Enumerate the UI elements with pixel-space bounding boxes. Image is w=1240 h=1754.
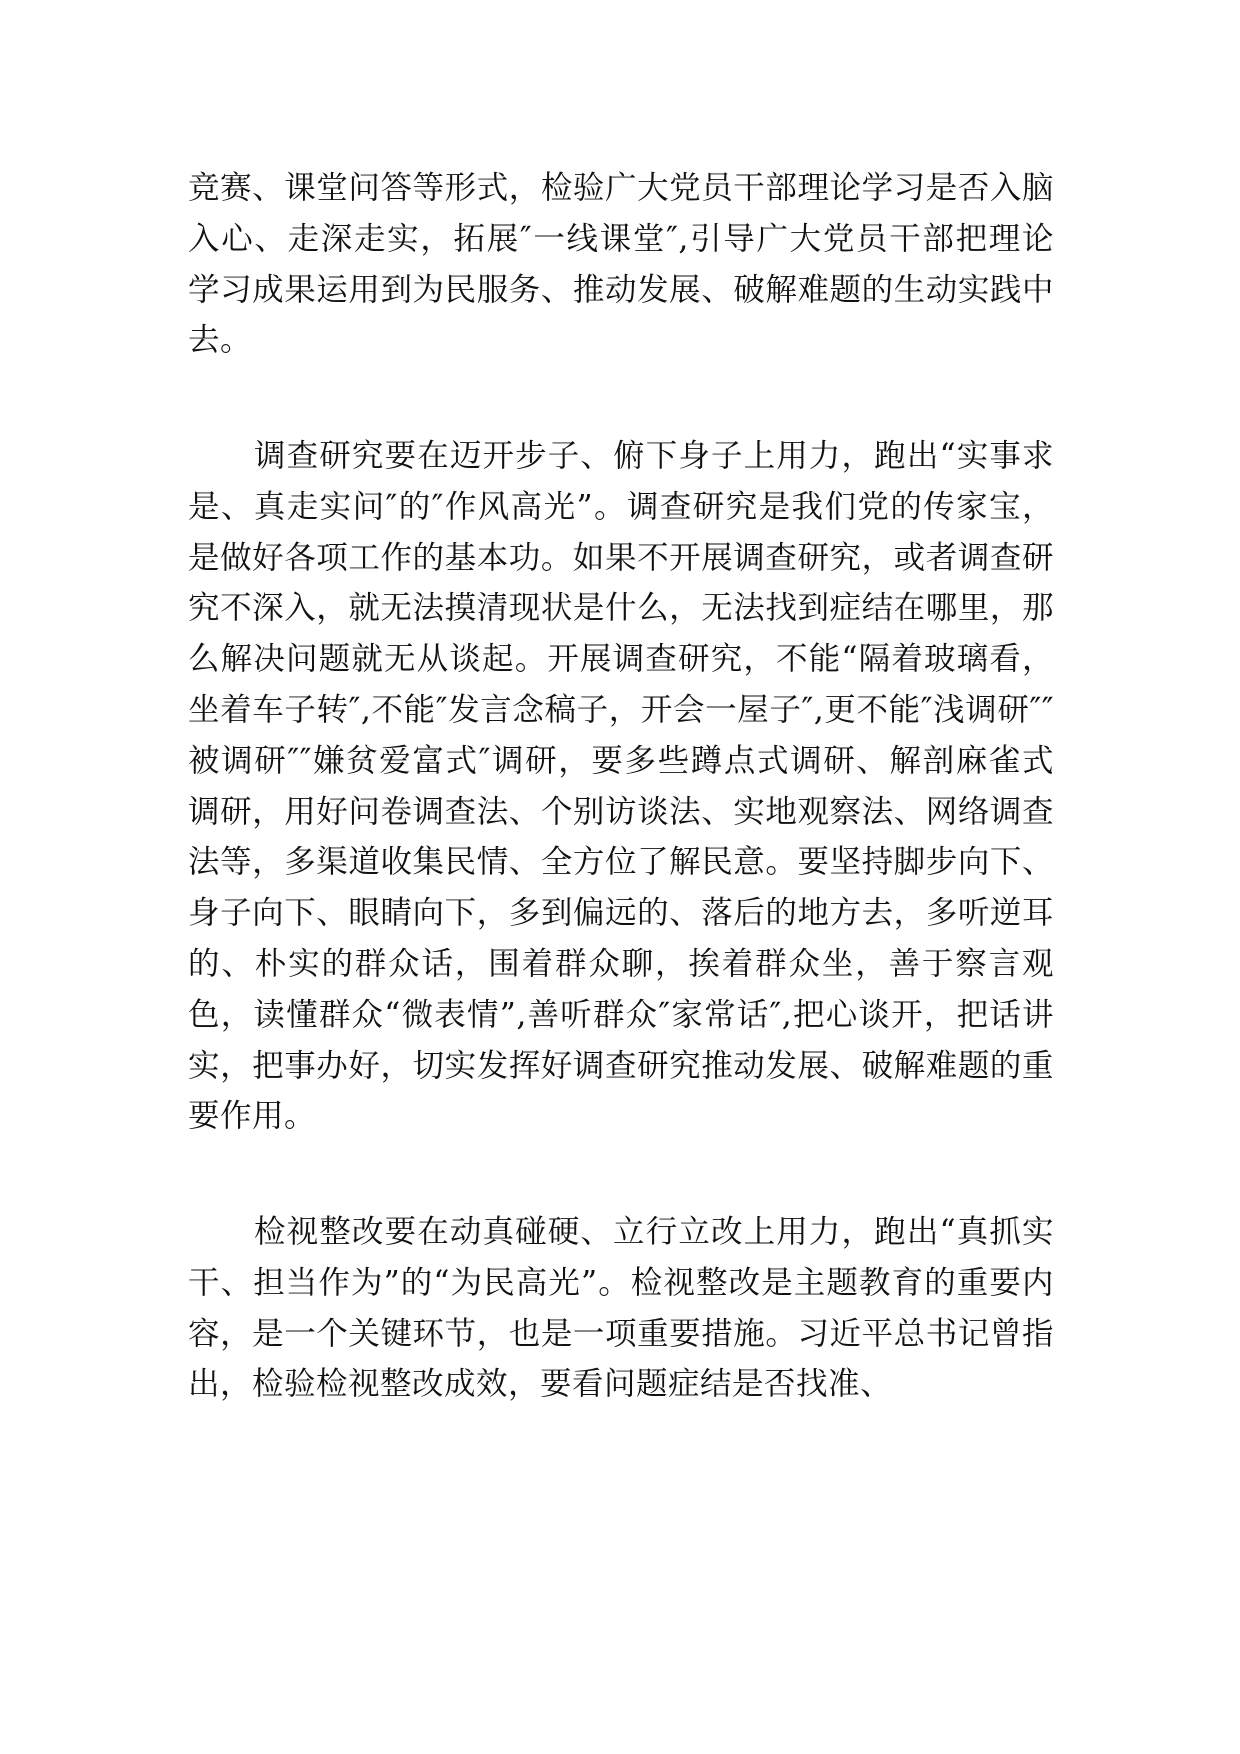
paragraph-text: 调查研究要在迈开步子、俯下身子上用力，跑出“实事求是、真走实问″的″作风高光”。调查研究是我们党的传家宝，是做好各项工作的基本功。如果不开展调查研究，或者调查研究不深入，就无法摸清现状是什么，无法找到症结在哪里，那么解决问题就无从谈起。开展调查研究，不能“隔着玻璃看，坐着车子转″,不能″发言念稿子，开会一屋子″,更不能″浅调研″″被调研″″嫌贫爱富式″调研，要多些蹲点式调研、解剖麻雀式调研，用好问卷调查法、个别访谈法、实地观察法、网络调查法等，多渠道收集民情、全方位了解民意。要坚持脚步向下、身子向下、眼睛向下，多到偏远的、落后的地方去，多听逆耳的、朴实的群众话，围着群众聊，挨着群众坐，善于察言观色，读懂群众“微表情”,善听群众″家常话″,把心谈开，把话讲实，把事办好，切实发挥好调查研究推动发展、破解难题的重要作用。 (188, 438, 1054, 1135)
paragraph-inspection-rectification (188, 1207, 1054, 1410)
paragraph-continuation (188, 163, 1054, 366)
paragraph-text: 竞赛、课堂问答等形式，检验广大党员干部理论学习是否入脑入心、走深走实，拓展″一线课堂″,引导广大党员干部把理论学习成果运用到为民服务、推动发展、破解难题的生动实践中去。 (188, 170, 1054, 359)
paragraph-text: 检视整改要在动真碰硬、立行立改上用力，跑出“真抓实干、担当作为”的“为民高光”。检视整改是主题教育的重要内容，是一个关键环节，也是一项重要措施。习近平总书记曾指出，检验检视整改成效，要看问题症结是否找准、 (188, 1214, 1054, 1403)
paragraph-investigation-research (188, 431, 1054, 1142)
